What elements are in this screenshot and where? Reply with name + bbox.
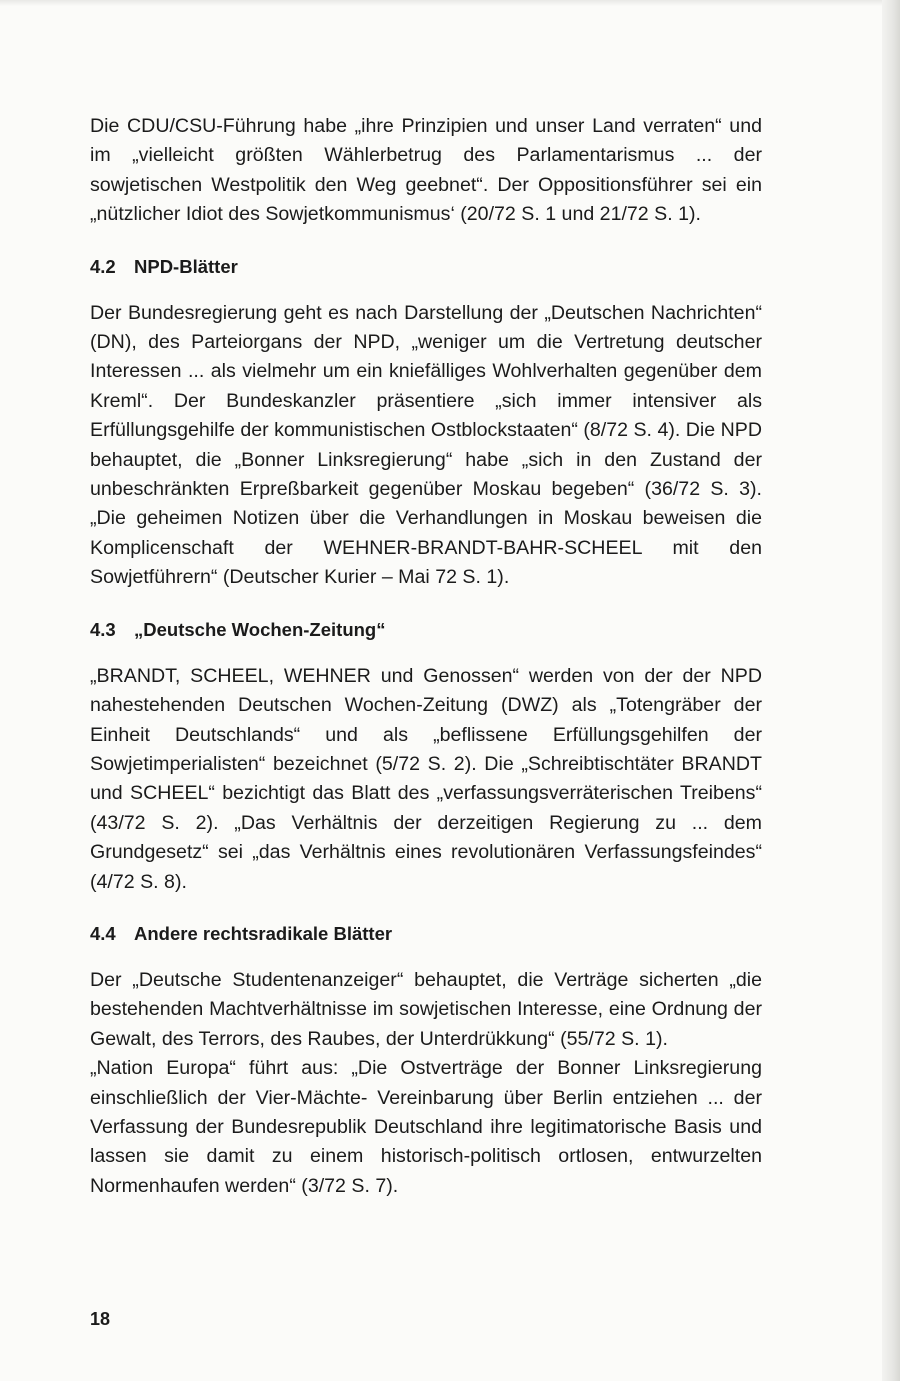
intro-paragraph: Die CDU/CSU-Führung habe „ihre Prinzipien und unser Land verraten“ und im „vielleicht größten Wählerbetrug des Parlamentarismus ... der sowjetischen Westpolitik den Weg geebnet“. Der Oppositionsführer sei ein „nützlicher Idiot des Sowjetkommunismus‘ (20/72 S. 1 und 21/72 S. 1).: [90, 115, 762, 226]
section-title: NPD-Blätter: [134, 255, 238, 277]
section-number: 4.2: [90, 255, 116, 277]
page-number: 18: [90, 1309, 111, 1329]
page-right-edge: [882, 0, 900, 1381]
section-number: 4.4: [90, 922, 116, 944]
section-heading: [90, 615, 762, 644]
section-paragraph: „Nation Europa“ führt aus: „Die Ostverträge der Bonner Linksregierung einschließlich der Vier-Mächte- Vereinbarung über Berlin entziehen ... der Verfassung der Bundesrepublik Deutschland ihre legitimatorische Basis und lassen sie damit zu einem historisch-politisch ortlosen, entwurzelten Normenhaufen werden“ (3/72 S. 7).: [90, 1057, 762, 1197]
section-title: „Deutsche Wochen-Zeitung“: [134, 618, 386, 640]
section-paragraph: „BRANDT, SCHEEL, WEHNER und Genossen“ werden von der der NPD nahestehenden Deutschen Wochen-Zeitung (DWZ) als „Totengräber der Einheit Deutschlands“ und als „beflissene Erfüllungsgehilfen der Sowjetimperialisten“ bezeichnet (5/72 S. 2). Die „Schreibtischtäter BRANDT und SCHEEL“ bezichtigt das Blatt des „verfassungsverräterischen Treibens“ (43/72 S. 2). „Das Verhältnis der derzeitigen Regierung zu ... dem Grundgesetz“ sei „das Verhältnis eines revolutionären Verfassungsfeindes“ (4/72 S. 8).: [90, 664, 762, 893]
page-body: [90, 112, 762, 1201]
section-heading: [90, 919, 762, 948]
page-top-edge: [0, 0, 900, 6]
section-paragraph: Der „Deutsche Studentenanzeiger“ behauptet, die Verträge sicherten „die bestehenden Machtverhältnisse im sowjetischen Interesse, eine Ordnung der Gewalt, des Terrors, des Raubes, der Unterdrükkung“ (55/72 S. 1).: [90, 968, 762, 1050]
section-title: Andere rechtsradikale Blätter: [134, 922, 393, 944]
section-paragraph: Der Bundesregierung geht es nach Darstellung der „Deutschen Nachrichten“ (DN), des Parteiorgans der NPD, „weniger um die Vertretung deutscher Interessen ... als vielmehr um ein kniefälliges Wohlverhalten gegenüber dem Kreml“. Der Bundeskanzler präsentiere „sich immer intensiver als Erfüllungsgehilfe der kommunistischen Ostblockstaaten“ (8/72 S. 4). Die NPD behauptet, die „Bonner Linksregierung“ habe „sich in den Zustand der unbeschränkten Erpreßbarkeit gegenüber Moskau begeben“ (36/72 S. 3). „Die geheimen Notizen über die Verhandlungen in Moskau beweisen die Komplicenschaft der WEHNER-BRANDT-BAHR-SCHEEL mit den Sowjetführern“ (Deutscher Kurier – Mai 72 S. 1).: [90, 301, 762, 589]
section-heading: [90, 252, 762, 281]
section-number: 4.3: [90, 618, 116, 640]
